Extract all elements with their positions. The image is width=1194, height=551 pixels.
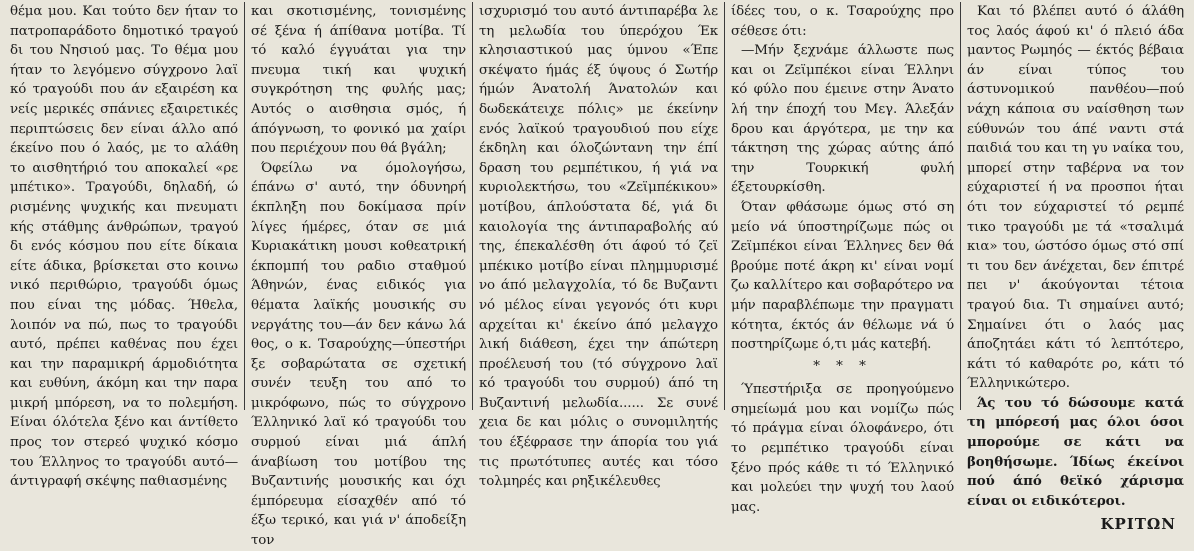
paragraph: και σκοτισμένης, τονισμένης σέ ξένα ή άπίθανα μοτίβα. Τί τό καλό έγγυάται για την πνευμα τική και ψυχική συγκρότηση της φυλής μας; Αυτός ο αισθησια σμός, ή άπόγνωση, το φονικό μα χαίρι που περιέχουν που θά βγάλη; (251, 4, 466, 157)
paragraph: ίδέες του, ο κ. Τσαρούχης προ σέθεσε ότι: (731, 4, 954, 39)
paragraph: Ύπεστήριξα σε προηγούμενο σημείωμά μου και νομίζω πώς τό πράγμα είναι όλοφάνερο, ότι το ρεμπέτικο τραγούδι είναι ξένο πρός κάθε τι τό Έλληνικό και μολεύει την ψυχή του λαού μας. (731, 382, 954, 515)
paragraph: —Μήν ξεχνάμε άλλωστε πως και οι Ζεϊμπέκοι είναι Έλληνι κό φύλο που έμεινε στην Άνατο λή την έποχή του Μεγ. Άλεξάν δρου και άργότερα, με την κα τάκτηση της χώρας αύτης άπό την Τουρκική φυλή έξετουρκίσθη. (731, 43, 954, 196)
paragraph-closing: Άς του τό δώσουμε κατά τη μπόρεσή μας όλοι όσοι μπορούμε σε κάτι να βοηθήσωμε. Ίδίως έκείνοι πού άπό θεϊκό χάρισμα είναι οι ειδικότεροι. (967, 394, 1184, 509)
section-separator: * * * (813, 358, 872, 374)
paragraph: Όφείλω να όμολογήσω, έπάνω σ' αυτό, την όδυνηρή έκπληξη που δοκίμασα πρίν λίγες ήμέρες, όταν σε μιά Κυριακάτικη μουσι κοθεατρική έκπομπή του ραδιο σταθμού Άθηνών, ένας ειδικός για θέματα λαϊκής μουσικής συ νεργάτης του—άν δεν κάνω λά θος, ο κ. Τσαρούχης—ύπεστήρι ξε σοβαρώτατα σε σχετική συνέν τευξη του από το μικρόφωνο, πώς το σύγχρονο Έλληνικό λαϊ κό τραγούδι του συρμού είναι μιά άπλή άναβίωση του μοτίβου της Βυζαντινής μουσικής και όχι έμπόρευμα είσαχθέν από τό έξω τερικό, και γιά ν' άποδείξη τον (251, 160, 466, 549)
column-3 (472, 2, 724, 490)
column-1 (4, 2, 244, 490)
column-4 (724, 2, 960, 515)
paragraph: Όταν φθάσωμε όμως στό ση μείο νά ύποστηρίζωμε πώς οι Ζεϊμπέκοι είναι Έλληνες δεν θά βρούμε ποτέ άκρη κι' είναι νομί ζω καλλίτερο και σοβαρότερο να μήν παραβλέπωμε την πραγματι κότητα, έκτός άν θέλωμε νά ύ ποστηρίζωμε ό,τι μάς κατεβή. (731, 199, 954, 353)
paragraph: Και τό βλέπει αυτό ό άλάθη τος λαός άφού κι' ό πλειό άδα μαντος Ρωμηός — έκτός βέβαια άν είναι τύπος του άστυνομικού πανθέου—πού νάχη κάποια συ ναίσθηση των εύθυνών του άπέ ναντι στά παιδιά του και τη γυ ναίκα του, μπορεί στην ταβέρνα να τον εύχαριστεί ή να προσποι ήται ότι τον εύχαριστεί τό ρεμπέ τικο τραγούδι με τά «τσαλιμά κια» του, ώστόσο όμως στό σπί τι του δεν άνέχεται, δεν έπιτρέ πει ν' άκούγονται τέτοια τραγού δια. Τι σημαίνει αυτό; Σημαίνει ότι ο λαός μας άποζητάει κάτι τό λεπτότερο, κάτι τό καθαρότε ρο, κάτι τό Έλληνικώτερο. (967, 4, 1184, 392)
paragraph: ισχυρισμό του αυτό άντιπαρέβα λε τη μελωδία του ύπερόχου Έκ κλησιαστικού μας ύμνου «Έπε σκέψατο ήμάς έξ ύψους ό Σωτήρ ήμών Άνατολή Άνατολών και δωδεκάτειχε πόλις» με έκείνην ενός λαϊκού τραγουδιού που είχε έκδηλη και όλοζώντανη την έπί δραση του ρεμπέτικου, ή γιά να κυριολεκτήσω, του «Ζεϊμπέκικου» μοτίβου, άπλούστατα δέ, γιά δι καιολογία της άντιπαραβολής αύ της, έπεκαλέσθη ότι άφού τό ζεϊ μπέκικο μοτίβο είναι πλημμυρισμέ νο άπό μελαγχολία, τό δε Βυζαντι νό μέλος είναι γεγονός ότι κυρι αρχείται κι' έκείνο άπό μελαγχο λική διάθεση, έχει την άπώτερη προέλευσή του (τό σύγχρονο λαϊ κό τραγούδι του συρμού) άπό τη Βυζαντινή μελωδία...... Σε συνέ χεια δε και μόλις ο συνομιλητής του έξέφρασε την άπορία του γιά τις πρωτότυπες αυτές και τόσο τολμηρές και ρηξικέλευθες (479, 4, 718, 490)
column-2 (244, 2, 472, 549)
paragraph: θέμα μου. Και τούτο δεν ήταν το πατροπαράδοτο δημοτικό τραγού δι του Νησιού μας. Το θέμα μου ήταν το λεγόμενο σύγχρονο λαϊ κό τραγούδι που άν εξαιρέση κα νείς μερικές σπάνιες εξαιρετικές περιπτώσεις δεν είναι άλλο από έκείνο που ό λαός, με το αλάθη το αισθητήριό του αποκαλεί «ρε μπέτικο». Τραγούδι, δηλαδή, ώ ρισμένης ψυχικής και πνευματι κής στάθμης άνθρώπων, τραγού δι ενός κόσμου που είτε δίκαια είτε άδικα, βρίσκεται στο κοινω νικό περιθώριο, τραγούδι όμως που είναι της μόδας. Ήθελα, λοιπόν να πώ, πως το τραγούδι αυτό, πρέπει καθένας που έχει και την παραμικρή άρμοδιότητα και ευθύνη, άκόμη και την παρα μικρή μπόρεση, να το πολεμήση. Είναι όλότελα ξένο και άντίθετο προς τον στερεό ψυχικό κόσμο του Έλληνος το τραγούδι αυτό— άντιγραφή σκέψης παθιασμένης (10, 4, 238, 490)
article-columns (4, 2, 1190, 549)
author-signature: ΚΡΙΤΩΝ (1100, 515, 1176, 534)
column-5 (960, 2, 1190, 534)
